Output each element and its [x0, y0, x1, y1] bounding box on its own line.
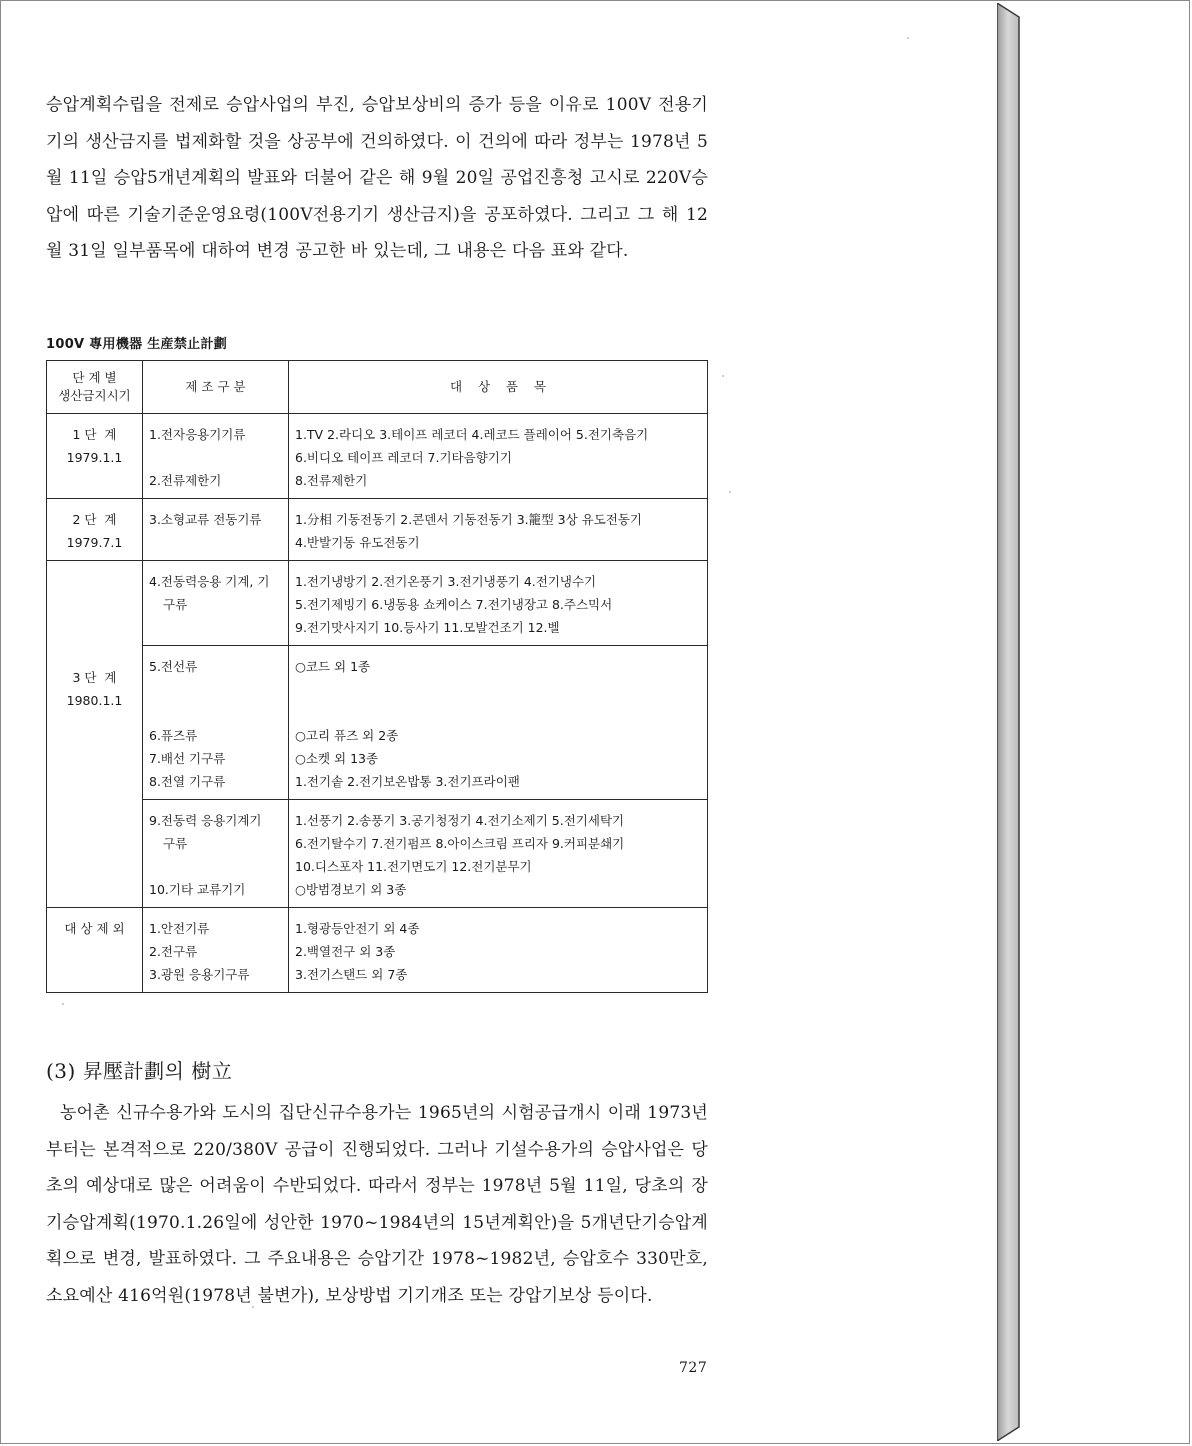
stage3-g1-items-1: 1.전기냉방기 2.전기온풍기 3.전기냉풍기 4.전기냉수기 [295, 574, 597, 589]
body-paragraph-1: 승압계획수립을 전제로 승압사업의 부진, 승압보상비의 증가 등을 이유로 100V 전용기기의 생산금지를 법제화할 것을 상공부에 건의하였다. 이 건의에 따라 정부는 1978년 5월 11일 승압5개년계획의 발표와 더불어 같은 해 9월 20일 공업진흥청 고시로 220V승압에 따른 기술기준운영요령(100V전용기기 생산금지)을 공포하였다. 그리고 그 해 12월 31일 일부품목에 대하여 변경 공고한 바 있는데, 그 내용은 다음 표와 같다. [46, 95, 708, 261]
table-row-stage2 [47, 499, 708, 561]
stage3-g1-items-3: 9.전기맛사지기 10.등사기 11.모발건조기 12.벨 [295, 620, 560, 635]
stage2-cat: 3.소형교류 전동기류 [149, 512, 262, 527]
section-title: (3) 昇壓計劃의 樹立 [46, 1059, 233, 1083]
table-header-row [47, 361, 708, 414]
stage2-items-cell [289, 499, 708, 561]
stage1-cat-a: 1.전자응용기기류 [149, 427, 246, 442]
header-stage-line2: 생산금지시기 [58, 388, 131, 403]
stage3-g2-cat-c: 7.배선 기구류 [149, 751, 226, 766]
stage1-cat-b: 2.전류제한기 [149, 473, 222, 488]
book-page [2, 3, 999, 1441]
stage2-name: 2 단 계 [72, 512, 117, 527]
stage3-g3-items-cell [289, 800, 708, 908]
stage3-g3-items-2: 6.전기탈수기 7.전기펌프 8.아이스크림 프리자 9.커피분쇄기 [295, 836, 625, 851]
stage3-cell [47, 561, 143, 908]
stage3-g1-category-cell [143, 561, 289, 646]
excluded-cat-3: 3.광원 응용기구류 [149, 967, 250, 982]
header-category: 제 조 구 분 [143, 361, 289, 414]
stage3-g3-items-4: ○방범경보기 외 3종 [295, 882, 407, 897]
excluded-items-1: 1.형광등안전기 외 4종 [295, 921, 420, 936]
table-row-excluded [47, 908, 708, 993]
body-paragraph-2: 농어촌 신규수용가와 도시의 집단신규수용가는 1965년의 시험공급개시 이래 1973년부터는 본격적으로 220/380V 공급이 진행되었다. 그러나 기설수용가의 승압사업은 당초의 예상대로 많은 어려움이 수반되었다. 따라서 정부는 1978년 5월 11일, 당초의 장기승압계획(1970.1.26일에 성안한 1970~1984년의 15년계획안)을 5개년단기승압계획으로 변경, 발표하였다. 그 주요내용은 승압기간 1978~1982년, 승압호수 330만호, 소요예산 416억원(1978년 불변가), 보상방법 기기개조 또는 강압기보상 등이다. [46, 1103, 708, 1306]
page-number: 727 [679, 1360, 708, 1376]
excluded-cat-1: 1.안전기류 [149, 921, 210, 936]
page-edge-shadow [997, 3, 1023, 1441]
stage3-name: 3 단 계 [72, 670, 117, 685]
stage2-date: 1979.7.1 [66, 535, 123, 550]
excluded-category-cell [143, 908, 289, 993]
stage2-category-cell [143, 499, 289, 561]
stage3-date: 1980.1.1 [66, 693, 123, 708]
stage3-g2-cat-b: 6.퓨즈류 [149, 728, 198, 743]
stage3-g3-cat-b: 10.기타 교류기기 [149, 882, 246, 897]
stage3-g2-category-cell [143, 646, 289, 800]
stage1-name: 1 단 계 [72, 427, 117, 442]
stage3-g2-items-a: ○코드 외 1종 [295, 659, 371, 674]
stage3-g3-items-3: 10.디스포자 11.전기면도기 12.전기분무기 [295, 859, 532, 874]
stage1-items-a2: 6.비디오 테이프 레코더 7.기타음향기기 [295, 450, 512, 465]
stage1-date: 1979.1.1 [66, 450, 123, 465]
stage3-g2-cat-a: 5.전선류 [149, 659, 198, 674]
excluded-cell: 대 상 제 외 [47, 908, 143, 993]
stage3-g2-items-b: ○고리 퓨즈 외 2종 [295, 728, 399, 743]
header-stage [47, 361, 143, 414]
stage3-g2-cat-d: 8.전열 기구류 [149, 774, 226, 789]
stage1-cell [47, 414, 143, 499]
header-items: 대 상 품 목 [289, 361, 708, 414]
stage2-items-1: 1.分相 기동전동기 2.콘덴서 기동전동기 3.籠型 3상 유도전동기 [295, 512, 642, 527]
stage2-items-2: 4.반발기동 유도전동기 [295, 535, 420, 550]
stage1-items-b: 8.전류제한기 [295, 473, 368, 488]
excluded-items-cell [289, 908, 708, 993]
stage3-g3-cat-a1: 9.전동력 응용기계기 [149, 813, 262, 828]
header-stage-line1: 단 계 별 [72, 370, 117, 385]
stage1-items-a1: 1.TV 2.라디오 3.테이프 레코더 4.레코드 플레이어 5.전기축음기 [295, 427, 649, 442]
stage1-items-cell [289, 414, 708, 499]
stage3-g3-category-cell [143, 800, 289, 908]
table-row-stage3-group3 [47, 800, 708, 908]
stage1-category-cell [143, 414, 289, 499]
excluded-items-3: 3.전기스탠드 외 7종 [295, 967, 408, 982]
stage3-g3-cat-a2: 구류 [163, 836, 188, 851]
stage3-g1-items-cell [289, 561, 708, 646]
excluded-cat-2: 2.전구류 [149, 944, 198, 959]
production-ban-table [46, 360, 708, 993]
table-row-stage3-group2 [47, 646, 708, 800]
stage3-g2-items-d: 1.전기솥 2.전기보온밥통 3.전기프라이팬 [295, 774, 520, 789]
table-row-stage3-group1 [47, 561, 708, 646]
stage3-g1-cat-1: 4.전동력응용 기계, 기 [149, 574, 270, 589]
excluded-items-2: 2.백열전구 외 3종 [295, 944, 396, 959]
stage2-cell [47, 499, 143, 561]
stage3-g2-items-c: ○소켓 외 13종 [295, 751, 379, 766]
stage3-g1-items-2: 5.전기제빙기 6.냉동용 쇼케이스 7.전기냉장고 8.주스믹서 [295, 597, 613, 612]
stage3-g3-items-1: 1.선풍기 2.송풍기 3.공기청정기 4.전기소제기 5.전기세탁기 [295, 813, 625, 828]
table-title: 100V 專用機器 生産禁止計劃 [46, 337, 228, 352]
stage3-g2-items-cell [289, 646, 708, 800]
stage3-g1-cat-2: 구류 [163, 597, 188, 612]
table-row-stage1 [47, 414, 708, 499]
